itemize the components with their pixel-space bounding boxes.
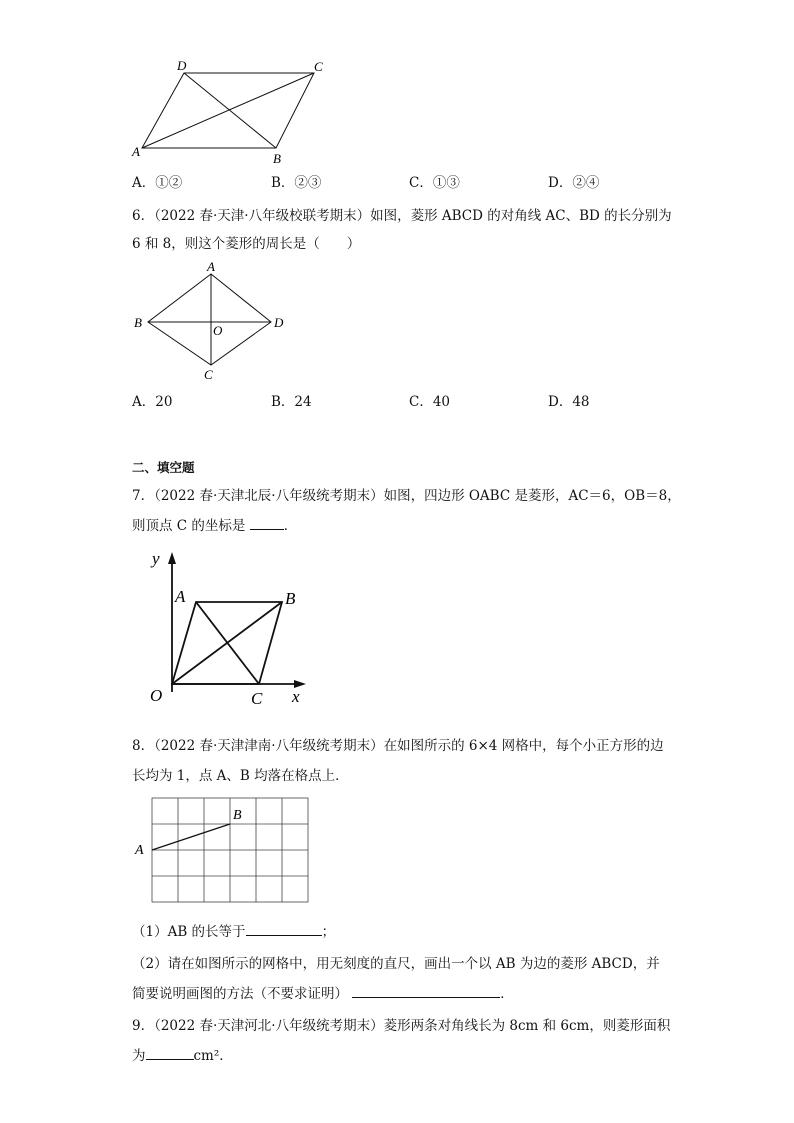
- q5-option-d: [548, 171, 599, 191]
- option-letter: C．: [409, 394, 433, 410]
- option-text: ②④: [572, 175, 600, 191]
- option-text: ②③: [294, 175, 322, 191]
- q8-segment-ab: [152, 824, 230, 850]
- q5-parallelogram-figure: [128, 56, 338, 168]
- q6-option-d: [548, 390, 590, 410]
- q9-question-line-2: [132, 1044, 233, 1064]
- q6-label-c: C: [204, 367, 213, 382]
- q7-y-axis-arrow: [168, 552, 176, 564]
- option-letter: A．: [132, 175, 156, 191]
- q7-label-c: C: [251, 689, 263, 708]
- q6-option-b: [271, 390, 312, 410]
- option-text: 20: [155, 394, 173, 410]
- q6-rhombus-outline: [148, 274, 271, 365]
- q8-label-b: B: [233, 808, 242, 823]
- q9-unit: cm²．: [193, 1048, 233, 1064]
- q7-line-2-suffix: ．: [283, 518, 298, 534]
- q6-option-c: [409, 390, 450, 410]
- q8-sub-1-suffix: ；: [321, 924, 336, 940]
- q8-sub-2-suffix: ．: [500, 986, 514, 1002]
- q7-label-x: x: [292, 687, 300, 706]
- q5-label-d: D: [177, 58, 187, 73]
- option-letter: B．: [271, 394, 295, 410]
- q7-line-2-prefix: 则顶点 C 的坐标是: [132, 518, 246, 534]
- q6-option-a: [132, 390, 172, 410]
- q7-question-line-2: [132, 514, 297, 534]
- q7-answer-blank[interactable]: [250, 517, 284, 530]
- q7-diagonal-ac: [196, 602, 259, 684]
- q5-option-b: [271, 171, 321, 191]
- q5-option-a: [132, 171, 182, 191]
- option-letter: A．: [132, 394, 156, 410]
- q5-diagonal-ac: [142, 73, 314, 148]
- q9-question-line-1: 9．（2022 春·天津河北·八年级统考期末）菱形两条对角线长为 8cm 和 6cm，则菱形面积: [132, 1018, 671, 1034]
- q7-question-line-1: 7．（2022 春·天津北辰·八年级统考期末）如图，四边形 OABC 是菱形，AC＝6，OB＝8，: [132, 488, 681, 504]
- q5-diagonal-bd: [184, 73, 276, 148]
- q5-label-a: A: [132, 144, 140, 159]
- q8-sub-2-line-1: （2）请在如图所示的网格中，用无刻度的直尺，画出一个以 AB 为边的菱形 ABCD，并: [132, 956, 660, 972]
- q8-sub-2-line-2: [132, 982, 514, 1002]
- q6-label-b: B: [134, 315, 142, 330]
- q6-label-o: O: [213, 323, 223, 338]
- q9-answer-blank[interactable]: [146, 1047, 194, 1060]
- q8-sub-1-prefix: （1）AB 的长等于: [132, 924, 246, 940]
- q8-question-line-2: 长均为 1，点 A、B 均落在格点上．: [132, 768, 349, 784]
- q6-label-a: A: [207, 259, 215, 274]
- q7-label-y: y: [152, 549, 160, 568]
- q8-sub-2-prefix: 简要说明画图的方法（不要求证明）: [132, 986, 348, 1002]
- q8-sub-1-answer-blank[interactable]: [246, 923, 322, 936]
- q7-label-a: A: [175, 587, 186, 606]
- option-letter: C．: [409, 175, 433, 191]
- q8-sub-2-answer-blank[interactable]: [352, 985, 500, 998]
- option-letter: B．: [271, 175, 295, 191]
- q5-option-c: [409, 171, 460, 191]
- q7-label-b: B: [285, 589, 296, 608]
- q6-rhombus-figure: [128, 258, 293, 383]
- q6-label-d: D: [274, 315, 284, 330]
- q9-line-2-prefix: 为: [132, 1048, 146, 1064]
- q8-question-line-1: 8．（2022 春·天津津南·八年级统考期末）在如图所示的 6×4 网格中，每个小正方形的边: [132, 738, 664, 754]
- option-text: ①③: [432, 175, 460, 191]
- q8-label-a: A: [135, 843, 144, 858]
- q6-question-line-1: 6．（2022 春·天津·八年级校联考期末）如图，菱形 ABCD 的对角线 AC、BD 的长分别为: [132, 208, 672, 224]
- section-heading-fill-in: 二、填空题: [132, 460, 195, 475]
- q6-question-line-2: 6 和 8，则这个菱形的周长是（ ）: [132, 236, 361, 252]
- q8-grid-lines: [152, 798, 308, 902]
- q5-label-c: C: [314, 59, 323, 74]
- option-letter: D．: [548, 175, 573, 191]
- q7-coordinate-figure: [140, 546, 315, 716]
- option-text: 40: [432, 394, 451, 410]
- option-text: ①②: [155, 175, 183, 191]
- option-letter: D．: [548, 394, 573, 410]
- option-text: 24: [294, 394, 312, 410]
- q7-label-o: O: [150, 686, 163, 705]
- q8-sub-1: [132, 920, 335, 940]
- q5-label-b: B: [273, 151, 281, 166]
- option-text: 48: [572, 394, 590, 410]
- q8-grid-figure: [130, 794, 315, 906]
